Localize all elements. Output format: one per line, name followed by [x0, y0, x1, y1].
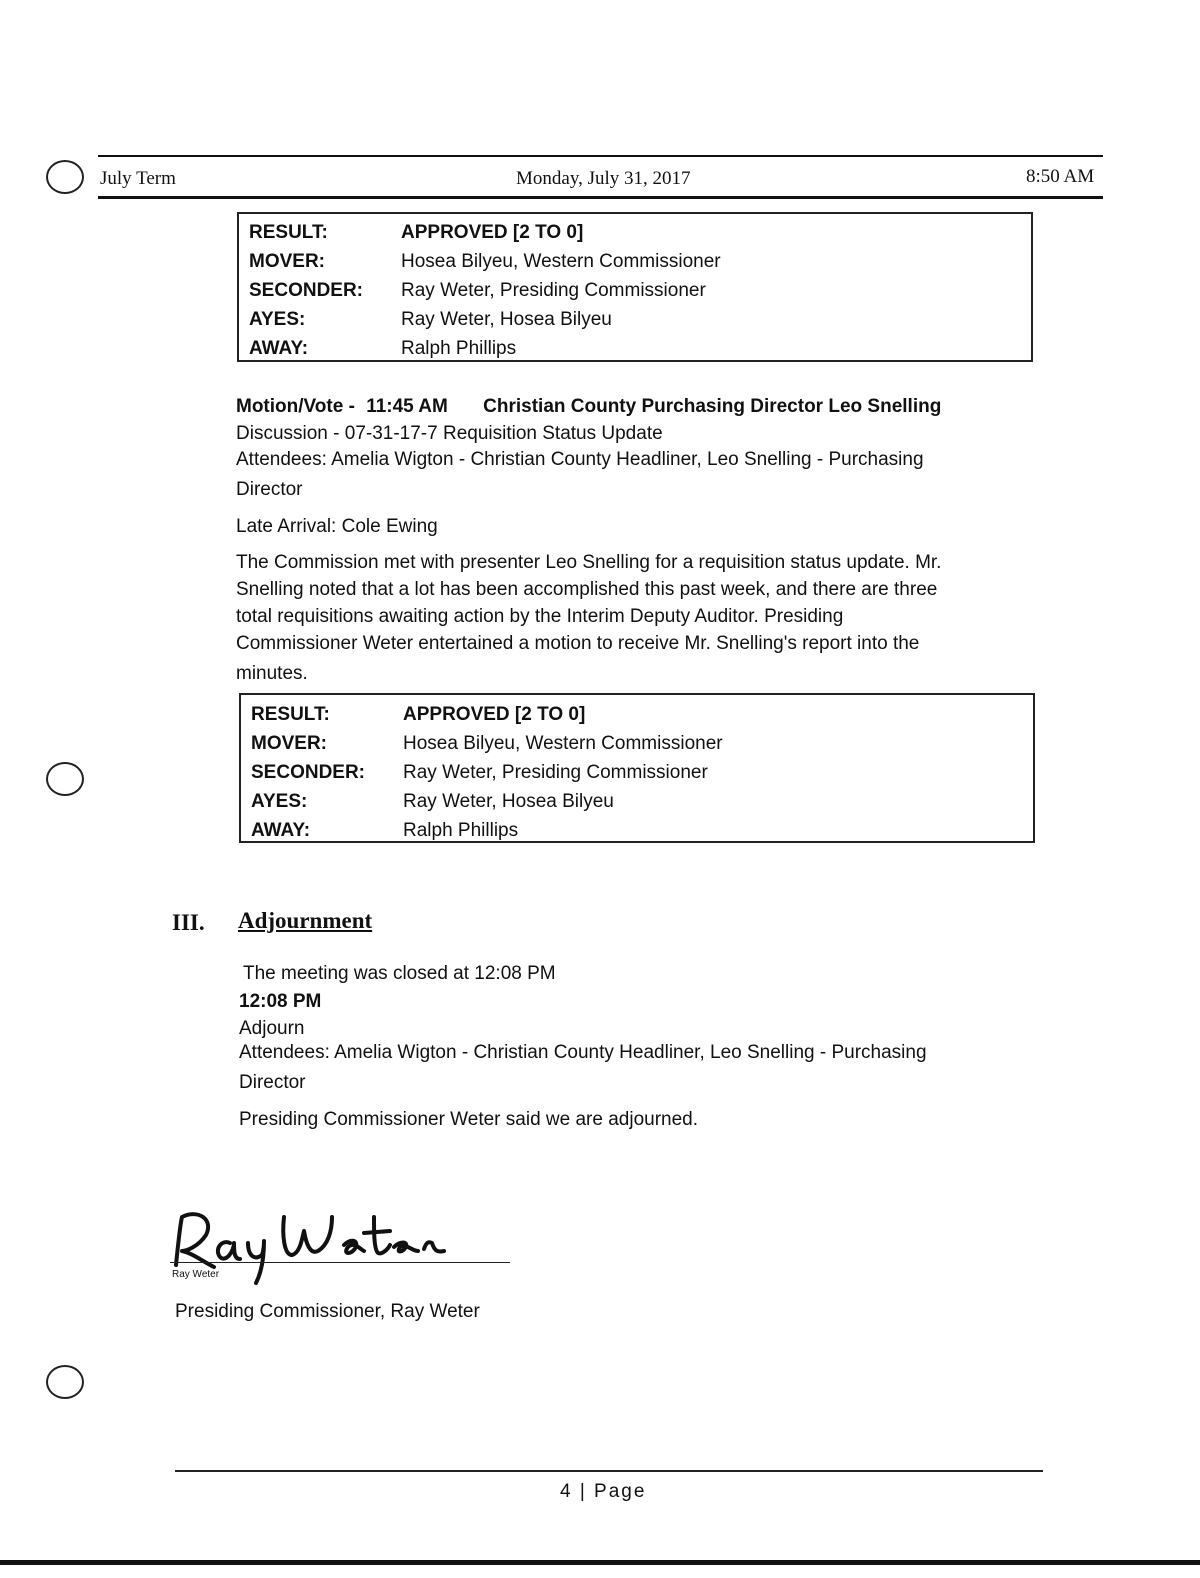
vote-value: Hosea Bilyeu, Western Commissioner [401, 251, 721, 272]
motion-attendees-line2: Director [236, 479, 303, 500]
vote-label: SECONDER: [249, 280, 364, 301]
motion-label: Motion/Vote - [236, 396, 355, 417]
vote-label: AYES: [251, 791, 308, 812]
motion-body-line: The Commission met with presenter Leo Snelling for a requisition status update. Mr. [236, 552, 942, 573]
vote-label: MOVER: [251, 733, 327, 754]
adjournment-statement: Presiding Commissioner Weter said we are adjourned. [239, 1109, 699, 1130]
header-rule-top [98, 155, 1103, 157]
punch-hole-bottom [46, 1365, 84, 1399]
motion-discussion: Discussion - 07-31-17-7 Requisition Status Update [236, 423, 663, 444]
punch-hole-middle [46, 762, 84, 796]
motion-attendees-line1: Attendees: Amelia Wigton - Christian County Headliner, Leo Snelling - Purchasing [236, 449, 924, 470]
footer-rule [175, 1470, 1043, 1472]
signature-printed-name: Ray Weter [172, 1269, 220, 1280]
header-date: Monday, July 31, 2017 [516, 168, 691, 189]
adjournment-action: Adjourn [239, 1018, 305, 1039]
section-title: Adjournment [238, 908, 373, 933]
vote-value: Ray Weter, Presiding Commissioner [403, 762, 708, 783]
vote-label: RESULT: [251, 704, 330, 725]
motion-heading [236, 393, 941, 420]
vote-value: APPROVED [2 TO 0] [401, 222, 584, 243]
vote-label: MOVER: [249, 251, 325, 272]
vote-value: APPROVED [2 TO 0] [403, 704, 586, 725]
punch-hole-top [46, 160, 84, 194]
vote-value: Hosea Bilyeu, Western Commissioner [403, 733, 723, 754]
page-number: 4 | Page [560, 1481, 647, 1502]
adjournment-attendees-line1: Attendees: Amelia Wigton - Christian County Headliner, Leo Snelling - Purchasing [239, 1042, 927, 1063]
motion-time: 11:45 AM [366, 396, 448, 417]
vote-value: Ralph Phillips [401, 338, 517, 359]
vote-label: SECONDER: [251, 762, 366, 783]
motion-body-line: Snelling noted that a lot has been accomplished this past week, and there are three [236, 579, 938, 600]
signature-caption: Presiding Commissioner, Ray Weter [175, 1301, 480, 1322]
signature-line [170, 1262, 510, 1263]
adjournment-attendees-line2: Director [239, 1072, 306, 1093]
vote-label: AWAY: [251, 820, 311, 841]
vote-label: AYES: [249, 309, 306, 330]
vote-value: Ray Weter, Presiding Commissioner [401, 280, 706, 301]
motion-late-arrival: Late Arrival: Cole Ewing [236, 516, 438, 537]
section-number: III. [172, 910, 205, 935]
adjournment-time: 12:08 PM [239, 991, 322, 1012]
header-term: July Term [100, 168, 176, 189]
adjournment-closed: The meeting was closed at 12:08 PM [243, 963, 556, 984]
header-rule-bottom [98, 196, 1103, 199]
handwritten-signature [168, 1195, 468, 1285]
vote-label: RESULT: [249, 222, 328, 243]
vote-result-box-2 [239, 693, 1035, 843]
vote-label: AWAY: [249, 338, 309, 359]
motion-title: Christian County Purchasing Director Leo Snelling [483, 396, 942, 417]
vote-result-box-1 [237, 212, 1033, 362]
motion-body-line: minutes. [236, 663, 308, 684]
vote-value: Ray Weter, Hosea Bilyeu [403, 791, 614, 812]
motion-body-line: Commissioner Weter entertained a motion to receive Mr. Snelling's report into the [236, 633, 920, 654]
motion-body-line: total requisitions awaiting action by the Interim Deputy Auditor. Presiding [236, 606, 844, 627]
vote-value: Ray Weter, Hosea Bilyeu [401, 309, 612, 330]
vote-value: Ralph Phillips [403, 820, 519, 841]
header-time: 8:50 AM [1026, 166, 1095, 187]
bottom-edge-rule [0, 1560, 1200, 1565]
